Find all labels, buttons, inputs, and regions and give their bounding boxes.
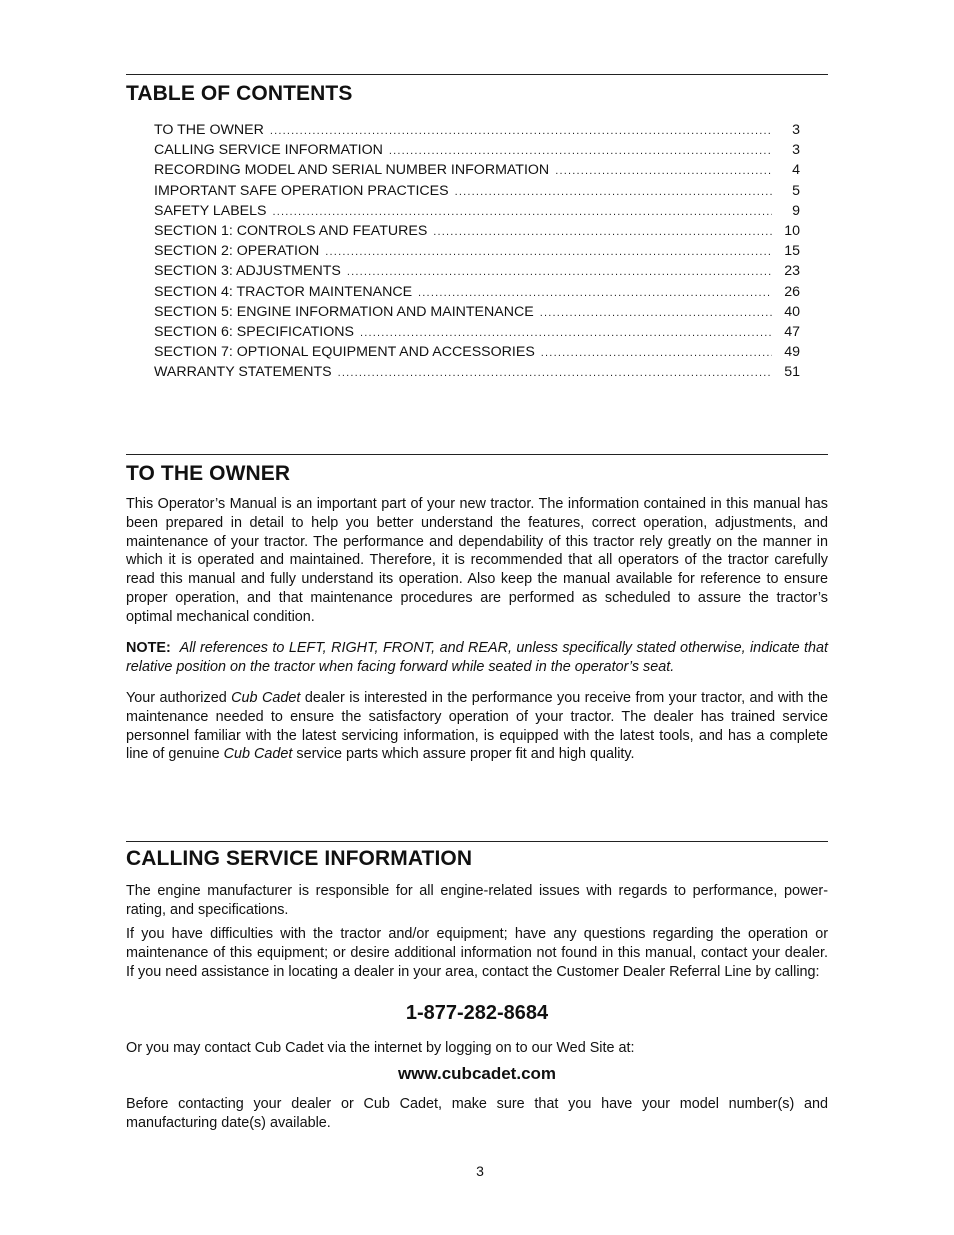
toc-leader-dots bbox=[360, 323, 772, 343]
section-divider bbox=[126, 454, 828, 455]
toc-entry-page: 3 bbox=[792, 142, 800, 159]
brand-name: Cub Cadet bbox=[231, 690, 301, 706]
phone-number: 1-877-282-8684 bbox=[405, 1002, 549, 1024]
toc-entry[interactable] bbox=[154, 241, 828, 261]
toc-entry-title: SECTION 4: TRACTOR MAINTENANCE bbox=[154, 283, 413, 300]
toc-entry-title: SAFETY LABELS bbox=[154, 202, 267, 219]
service-dealer-paragraph: If you have difficulties with the tractor and/or equipment; have any questions regarding the operation or maintenance of this equipment; or desire additional information not found in this manual, contact your dealer. If you need assistance in locating a dealer in your area, contact the Customer Dealer Referral Line by calling: bbox=[126, 926, 828, 980]
toc-entry-title: CALLING SERVICE INFORMATION bbox=[154, 142, 383, 159]
toc-entry-title: SECTION 3: ADJUSTMENTS bbox=[154, 263, 341, 280]
toc-entry[interactable] bbox=[154, 302, 828, 322]
toc-entry-title: RECORDING MODEL AND SERIAL NUMBER INFORMATION bbox=[154, 162, 550, 179]
toc-entry-page: 47 bbox=[784, 323, 800, 340]
section-divider bbox=[126, 841, 828, 842]
toc-entry[interactable] bbox=[154, 181, 828, 201]
toc-entry-page: 26 bbox=[784, 283, 800, 300]
section-divider bbox=[126, 74, 828, 75]
toc-list bbox=[154, 120, 828, 382]
toc-entry-title: WARRANTY STATEMENTS bbox=[154, 364, 332, 381]
toc-entry-page: 40 bbox=[784, 303, 800, 320]
toc-leader-dots bbox=[555, 161, 772, 181]
toc-entry[interactable] bbox=[154, 362, 828, 382]
toc-title: TABLE OF CONTENTS bbox=[126, 82, 353, 105]
service-engine-paragraph: The engine manufacturer is responsible for all engine-related issues with regards to performance, power-rating, and specifications. bbox=[126, 883, 828, 918]
toc-leader-dots bbox=[433, 222, 772, 242]
website-link[interactable]: www.cubcadet.com bbox=[397, 1064, 557, 1083]
dealer-text-b: dealer is interested in the performance you receive from your tractor, and with the maintenance needed to ensure the satisfactory operation of your tractor. The dealer has trained service personnel familiar with the latest servicing information, is equipped with the latest tools, and has a complete line of genuine bbox=[126, 690, 828, 763]
toc-entry-title: TO THE OWNER bbox=[154, 122, 264, 138]
toc-entry-page: 15 bbox=[784, 243, 800, 260]
dealer-text-a: Your authorized bbox=[126, 690, 232, 706]
dealer-text-c: service parts which assure proper fit and high quality. bbox=[292, 746, 635, 763]
toc-entry-page: 51 bbox=[784, 364, 800, 381]
toc-leader-dots bbox=[273, 202, 772, 222]
toc-entry-title: SECTION 2: OPERATION bbox=[154, 243, 320, 260]
to-the-owner-section bbox=[126, 454, 829, 763]
toc-entry-title: SECTION 1: CONTROLS AND FEATURES bbox=[154, 222, 428, 239]
owner-title: TO THE OWNER bbox=[126, 462, 291, 485]
service-title: CALLING SERVICE INFORMATION bbox=[126, 847, 473, 870]
toc-entry[interactable] bbox=[154, 160, 828, 180]
toc-entry-page: 4 bbox=[792, 162, 800, 179]
page-number: 3 bbox=[476, 1163, 484, 1179]
toc-entry[interactable] bbox=[154, 201, 828, 221]
owner-intro-paragraph: This Operator’s Manual is an important part of your new tractor. The information contained in this manual has been prepared in detail to help you better understand the features, correct operation, adjustments, and maintenance of your tractor. The performance and dependability of this tractor rely greatly on the manner in which it is operated and maintained. Therefore, it is recommended that all operators of the tractor carefully read this manual and fully understand its operation. Also keep the manual available for reference to ensure proper operation, and that maintenance procedures are performed as scheduled to assure the tractor’s optimal mechanical condition. bbox=[126, 496, 828, 625]
toc-entry[interactable] bbox=[154, 342, 828, 362]
brand-name: Cub Cadet bbox=[223, 746, 293, 763]
toc-entry[interactable] bbox=[154, 221, 828, 241]
toc-leader-dots bbox=[540, 303, 772, 323]
toc-leader-dots bbox=[347, 262, 772, 282]
toc-entry[interactable] bbox=[154, 261, 828, 281]
toc-entry-page: 5 bbox=[792, 182, 800, 199]
calling-service-section bbox=[126, 841, 828, 1131]
toc-entry-title: SECTION 6: SPECIFICATIONS bbox=[154, 323, 354, 340]
toc-entry-page: 3 bbox=[792, 122, 800, 138]
note-text: All references to LEFT, RIGHT, FRONT, and REAR, unless specifically stated otherwise, indicate that relative position on the tractor when facing forward while seated in the operator’s seat. bbox=[126, 640, 829, 675]
toc-entry[interactable] bbox=[154, 140, 828, 160]
service-internet-paragraph: Or you may contact Cub Cadet via the internet by logging on to our Wed Site at: bbox=[126, 1040, 635, 1056]
toc-entry-page: 49 bbox=[784, 344, 800, 361]
note-label: NOTE: bbox=[126, 640, 171, 656]
toc-leader-dots bbox=[541, 343, 772, 363]
toc-entry-page: 9 bbox=[792, 202, 800, 219]
toc-entry[interactable] bbox=[154, 322, 828, 342]
owner-note-paragraph bbox=[126, 639, 828, 677]
toc-entry-title: IMPORTANT SAFE OPERATION PRACTICES bbox=[154, 182, 449, 199]
toc-entry-page: 23 bbox=[784, 263, 800, 280]
owner-dealer-paragraph bbox=[126, 689, 828, 764]
toc-entry-title: SECTION 7: OPTIONAL EQUIPMENT AND ACCESSORIES bbox=[154, 344, 535, 361]
toc-leader-dots bbox=[418, 283, 772, 303]
toc-entry[interactable] bbox=[154, 282, 828, 302]
toc-leader-dots bbox=[455, 182, 772, 202]
toc-entry-page: 10 bbox=[784, 222, 800, 239]
toc-leader-dots bbox=[338, 363, 772, 383]
toc-leader-dots bbox=[389, 141, 772, 161]
toc-entry[interactable] bbox=[154, 120, 828, 140]
toc-entry-title: SECTION 5: ENGINE INFORMATION AND MAINTENANCE bbox=[154, 303, 534, 320]
toc-leader-dots bbox=[270, 121, 772, 141]
table-of-contents-section bbox=[126, 74, 828, 381]
toc-leader-dots bbox=[325, 242, 772, 262]
service-model-paragraph: Before contacting your dealer or Cub Cadet, make sure that you have your model number(s) and manufacturing date(s) available. bbox=[126, 1096, 828, 1131]
